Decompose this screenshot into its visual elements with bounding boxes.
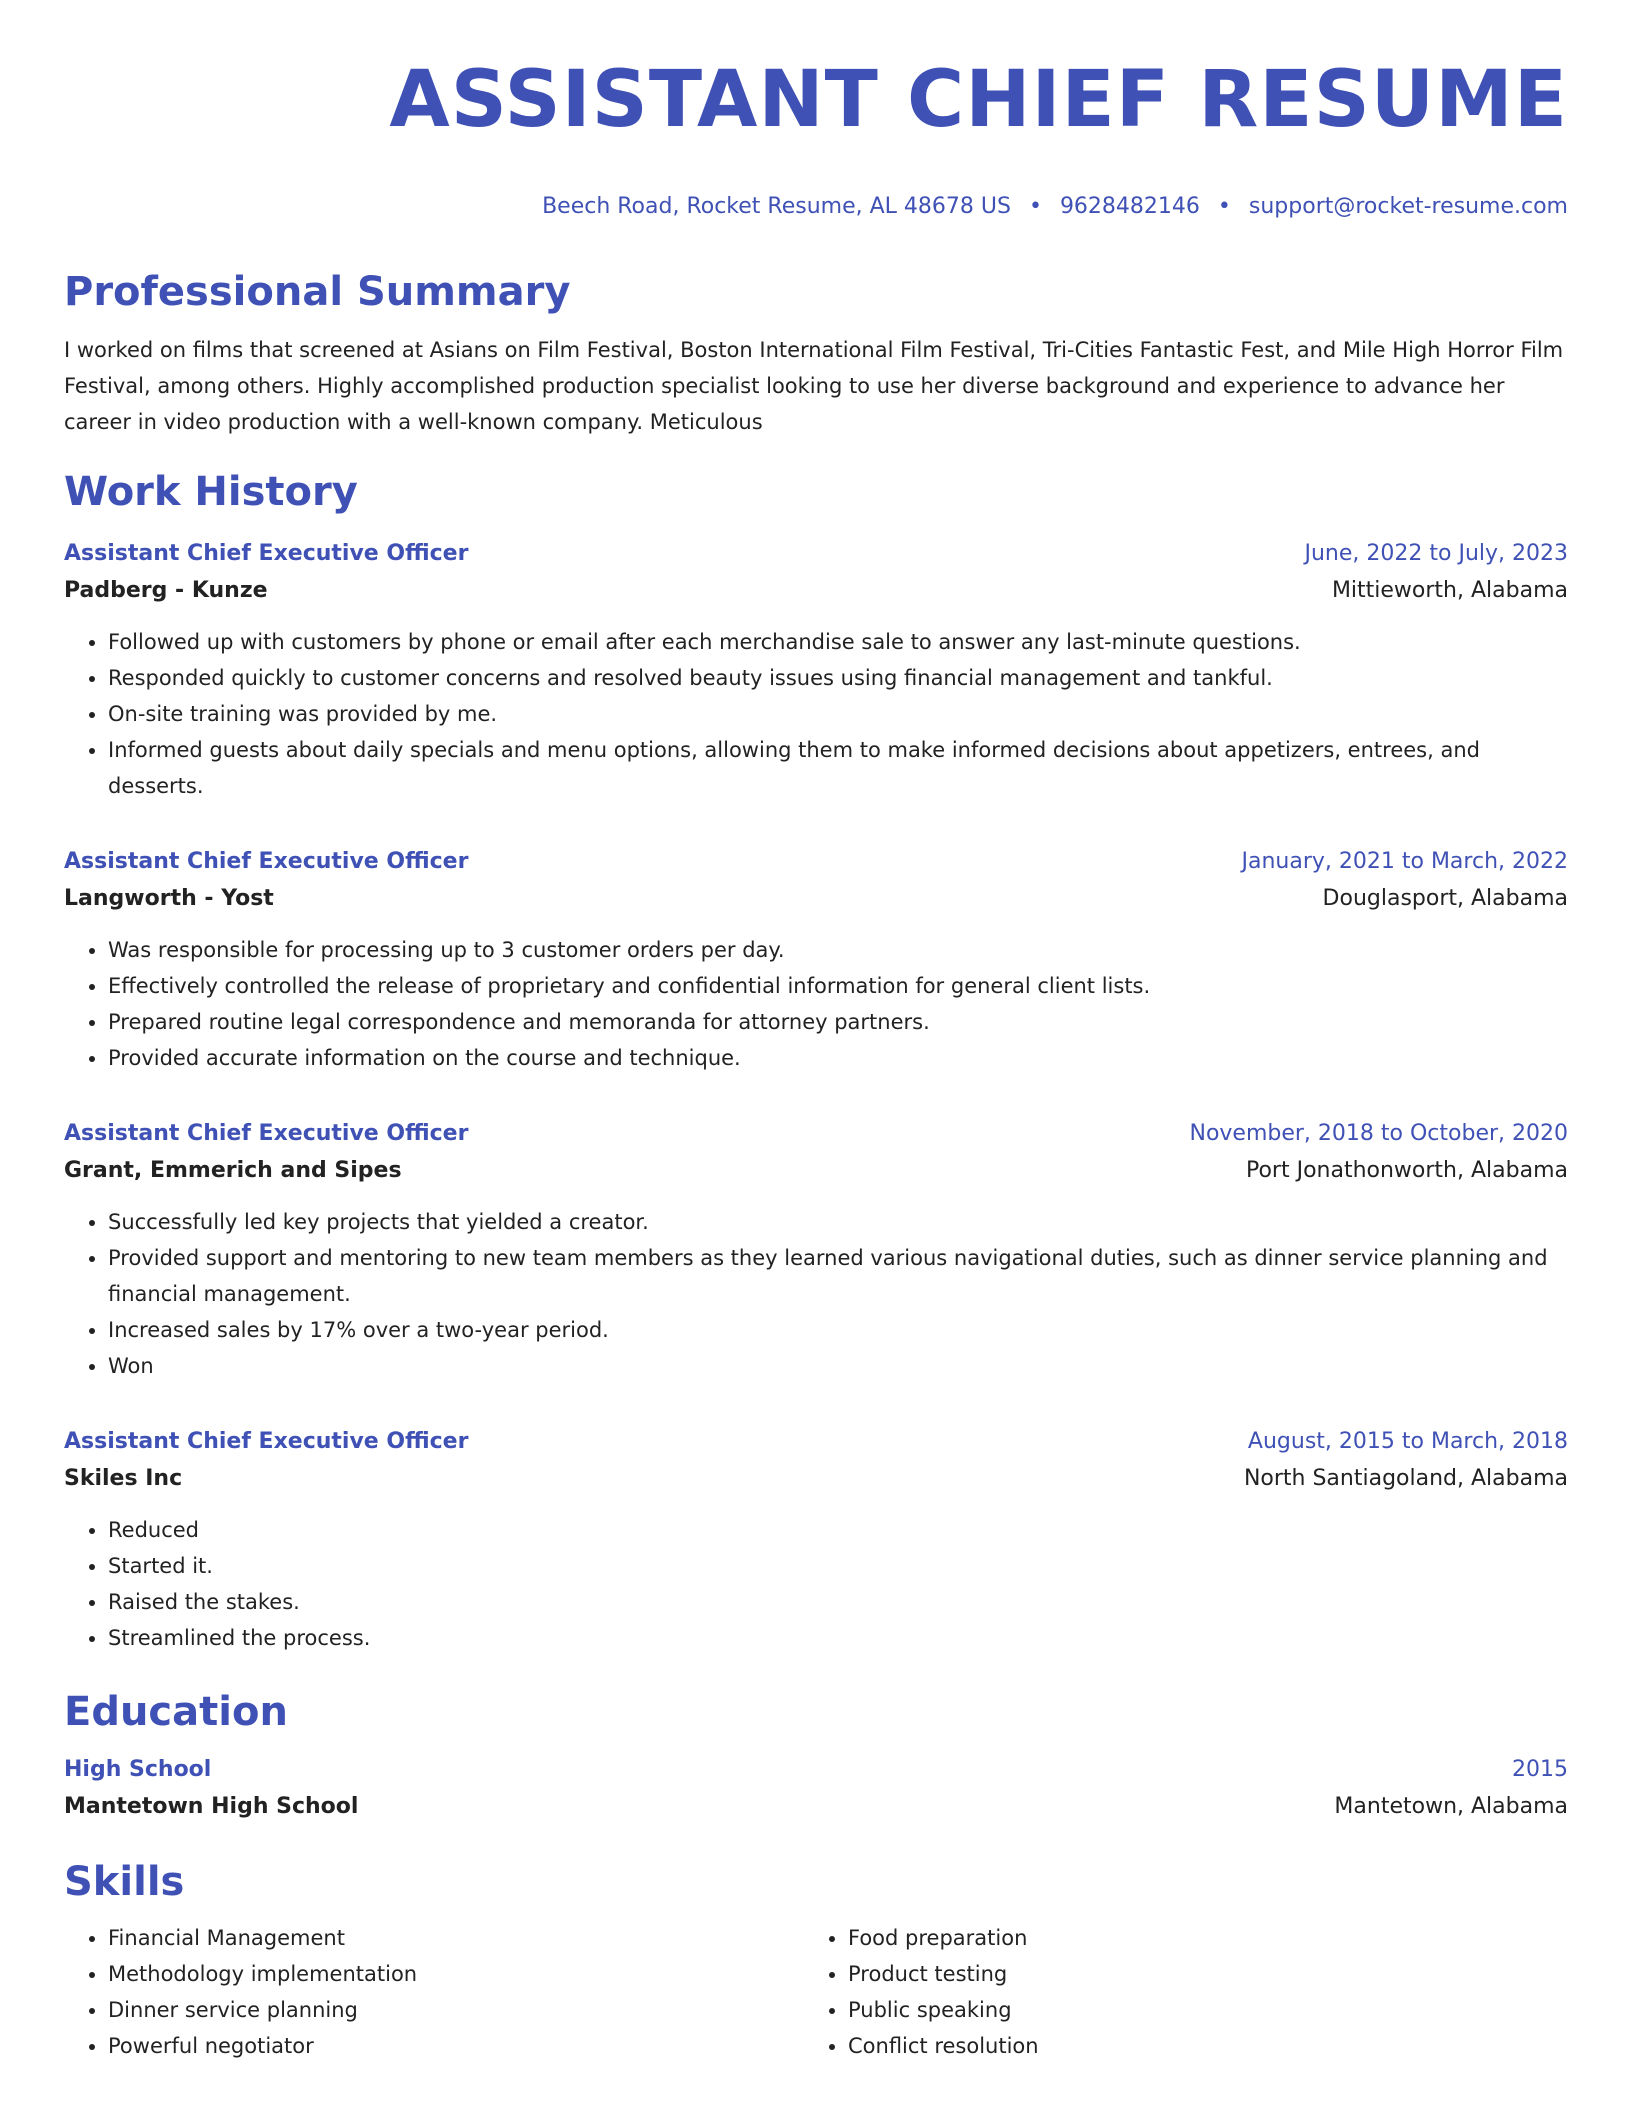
job-bullet: • Won [108,1348,1568,1384]
job-bullet: • Increased sales by 17% over a two-year period. [108,1312,1568,1348]
education-year: 2015 [1512,1757,1568,1782]
job-entry [64,844,1568,1076]
job-company: Padberg - Kunze [64,578,268,603]
job-bullet: • Raised the stakes. [108,1584,1568,1620]
summary-text: I worked on films that screened at Asians on Film Festival, Boston International Film Festival, Tri-Cities Fantastic Fest, and Mile High Horror Film Festival, among others. Highly accomplished production specialist looking to use her diverse background and experience to advance her career in video production with a well-known company. Meticulous [64,338,1564,434]
contact-email: support@rocket-resume.com [1248,194,1568,219]
job-bullet: • Provided support and mentoring to new team members as they learned various navigational duties, such as dinner service planning and financial management. [108,1240,1568,1312]
job-bullet: • Reduced [108,1512,1568,1548]
skills-column-right [804,1920,1544,2064]
job-bullet: • Successfully led key projects that yielded a creator. [108,1204,1568,1240]
job-entry [64,1424,1568,1656]
work-history-heading: Work History [64,469,358,515]
education-location: Mantetown, Alabama [1334,1794,1568,1819]
education-entry [64,1752,1568,1826]
job-bullet: • Followed up with customers by phone or email after each merchandise sale to answer any last-minute questions. [108,624,1568,660]
job-title: Assistant Chief Executive Officer [64,1121,469,1146]
resume-name: ASSISTANT CHIEF RESUME [389,55,1568,145]
job-location: Douglasport, Alabama [1322,886,1568,911]
contact-phone: 9628482146 [1059,194,1200,219]
job-bullet: • Effectively controlled the release of proprietary and confidential information for general client lists. [108,968,1568,1004]
skill-item: • Methodology implementation [108,1956,804,1992]
job-title: Assistant Chief Executive Officer [64,1429,469,1454]
job-bullet: • Responded quickly to customer concerns and resolved beauty issues using financial management and tankful. [108,660,1568,696]
job-company: Grant, Emmerich and Sipes [64,1158,402,1183]
job-company: Skiles Inc [64,1466,183,1491]
skill-item: • Conflict resolution [848,2028,1544,2064]
skill-item: • Financial Management [108,1920,804,1956]
job-bullet: • Informed guests about daily specials and menu options, allowing them to make informed decisions about appetizers, entrees, and desserts. [108,732,1568,804]
job-bullet: • Provided accurate information on the course and technique. [108,1040,1568,1076]
education-heading: Education [64,1689,288,1735]
contact-separator: • [1028,194,1042,219]
job-entry [64,1116,1568,1384]
skill-item: • Powerful negotiator [108,2028,804,2064]
job-dates: June, 2022 to July, 2023 [1304,541,1568,566]
job-bullet: • Prepared routine legal correspondence and memoranda for attorney partners. [108,1004,1568,1040]
job-bullets [64,624,1568,804]
job-bullet: • Streamlined the process. [108,1620,1568,1656]
job-dates: November, 2018 to October, 2020 [1189,1121,1568,1146]
education-school: Mantetown High School [64,1794,359,1819]
contact-separator: • [1217,194,1231,219]
job-bullet: • On-site training was provided by me. [108,696,1568,732]
skill-item: • Food preparation [848,1920,1544,1956]
skill-item: • Public speaking [848,1992,1544,2028]
job-bullets [64,1204,1568,1384]
job-bullets [64,1512,1568,1656]
work-history-list [64,536,1568,1656]
job-dates: August, 2015 to March, 2018 [1247,1429,1568,1454]
job-entry [64,536,1568,804]
job-company: Langworth - Yost [64,886,274,911]
job-bullets [64,932,1568,1076]
summary-heading: Professional Summary [64,269,571,315]
job-bullet: • Was responsible for processing up to 3 customer orders per day. [108,932,1568,968]
resume-header [64,50,1568,222]
contact-line [64,192,1568,222]
job-title: Assistant Chief Executive Officer [64,849,469,874]
job-bullet: • Started it. [108,1548,1568,1584]
skills-list [64,1920,1568,2064]
job-dates: January, 2021 to March, 2022 [1241,849,1568,874]
contact-address: Beech Road, Rocket Resume, AL 48678 US [542,194,1011,219]
job-location: Port Jonathonworth, Alabama [1245,1158,1568,1183]
skills-column-left [64,1920,804,2064]
skills-heading: Skills [64,1859,185,1905]
job-location: Mittieworth, Alabama [1331,578,1568,603]
skill-item: • Dinner service planning [108,1992,804,2028]
skill-item: • Product testing [848,1956,1544,1992]
education-degree: High School [64,1757,212,1782]
job-title: Assistant Chief Executive Officer [64,541,469,566]
job-location: North Santiagoland, Alabama [1243,1466,1568,1491]
